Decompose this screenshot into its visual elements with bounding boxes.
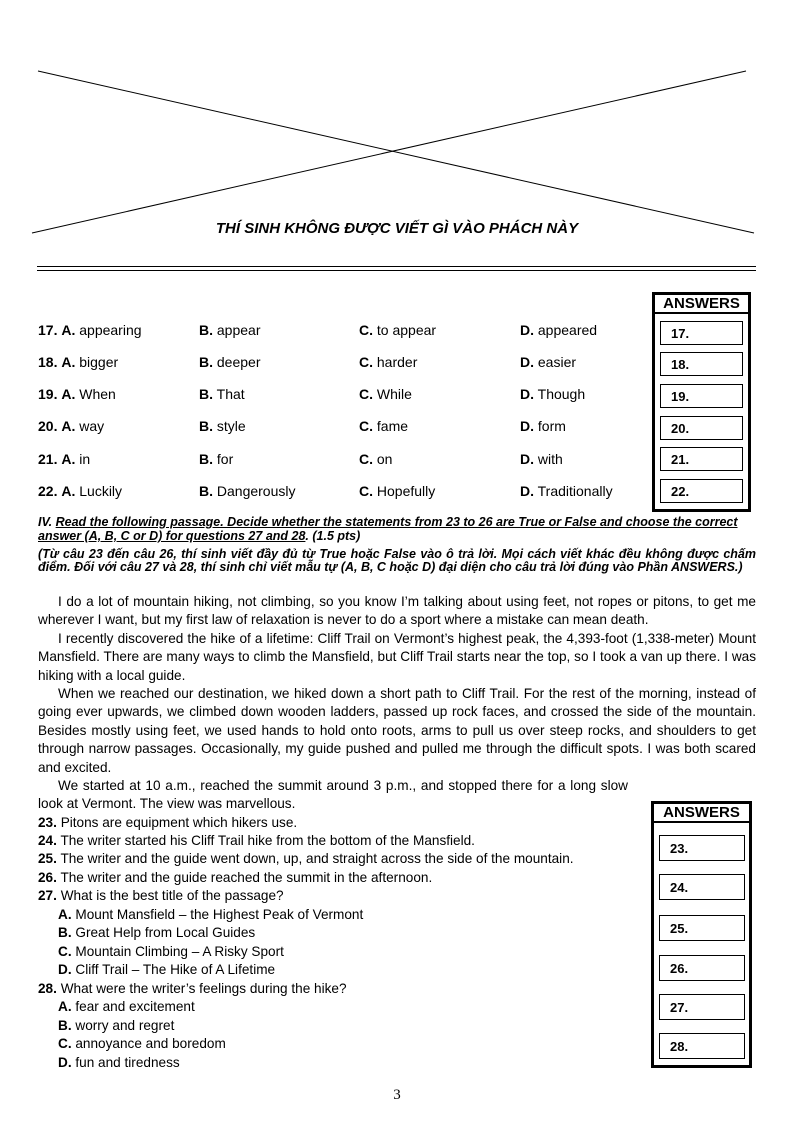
question-27: 27. What is the best title of the passage? xyxy=(38,888,284,903)
answer-field-24[interactable]: 24. xyxy=(659,874,745,900)
header-divider-top xyxy=(37,266,756,267)
statement-26: 26. The writer and the guide reached the summit in the afternoon. xyxy=(38,870,433,885)
reading-passage xyxy=(38,593,756,814)
answer-field-19[interactable]: 19. xyxy=(660,384,743,408)
header-divider-bottom xyxy=(37,270,756,271)
question-20: 20. A. way B. style C. fame D. form xyxy=(38,418,566,434)
statement-24: 24. The writer started his Cliff Trail hike from the bottom of the Mansfield. xyxy=(38,833,475,848)
answer-field-28[interactable]: 28. xyxy=(659,1033,745,1059)
answer-field-20[interactable]: 20. xyxy=(660,416,743,440)
q27-option-d: D. Cliff Trail – The Hike of A Lifetime xyxy=(58,962,276,977)
passage-paragraph-1: I do a lot of mountain hiking, not climbing, so you know I’m talking about using feet, not ropes or pitons, to get me wherever I want, but my first law of relaxation is never to do a sport where a mistake can mean death. xyxy=(38,594,756,628)
answer-field-25[interactable]: 25. xyxy=(659,915,745,941)
passage-paragraph-3: When we reached our destination, we hiked down a short path to Cliff Trail. For the rest of the morning, instead of going ever upwards, we climbed down wooden ladders, passed up rock faces, and crossed the side of the mountain. Besides mostly using feet, we used hands to hold onto roots, arms to pull us over steep rocks, and shoulders to get through narrow passages. Occasionally, my guide pushed and pulled me through the difficult spots. I was both scared and excited. xyxy=(38,686,756,775)
answer-field-26[interactable]: 26. xyxy=(659,955,745,981)
question-21: 21. A. in B. for C. on D. with xyxy=(38,451,563,467)
q28-option-d: D. fun and tiredness xyxy=(58,1055,180,1070)
answer-field-18[interactable]: 18. xyxy=(660,352,743,376)
do-not-write-cross xyxy=(0,0,794,240)
q28-option-c: C. annoyance and boredom xyxy=(58,1036,226,1051)
q28-option-a: A. fear and excitement xyxy=(58,999,195,1014)
statement-25: 25. The writer and the guide went down, up, and straight across the side of the mountain. xyxy=(38,851,574,866)
answer-field-21[interactable]: 21. xyxy=(660,447,743,471)
statement-23: 23. Pitons are equipment which hikers use. xyxy=(38,815,298,830)
answer-field-22[interactable]: 22. xyxy=(660,479,743,503)
answer-field-27[interactable]: 27. xyxy=(659,994,745,1020)
page-number: 3 xyxy=(393,1087,401,1103)
answer-field-17[interactable]: 17. xyxy=(660,321,743,345)
question-17: 17. A. appearing B. appear C. to appear D. appeared xyxy=(38,322,598,338)
passage-paragraph-4: We started at 10 a.m., reached the summit around 3 p.m., and stopped there for a long slow look at Vermont. The view was marvellous. xyxy=(38,778,628,812)
answers-title: ANSWERS xyxy=(655,295,748,314)
answer-field-23[interactable]: 23. xyxy=(659,835,745,861)
q27-option-c: C. Mountain Climbing – A Risky Sport xyxy=(58,944,284,959)
q27-option-b: B. Great Help from Local Guides xyxy=(58,925,256,940)
header-note: THÍ SINH KHÔNG ĐƯỢC VIẾT GÌ VÀO PHÁCH NÀY xyxy=(215,220,579,237)
question-18: 18. A. bigger B. deeper C. harder D. easier xyxy=(38,354,577,370)
passage-paragraph-2: I recently discovered the hike of a lifetime: Cliff Trail on Vermont’s highest peak, the 4,393-foot (1,338-meter) Mount Mansfield. There are many ways to climb the Mansfield, but Cliff Trail starts near the top, so I took a van up there. I was hiking with a local guide. xyxy=(38,630,756,683)
q27-option-a: A. Mount Mansfield – the Highest Peak of Vermont xyxy=(58,907,364,922)
answers-title: ANSWERS xyxy=(654,804,749,823)
question-19: 19. A. When B. That C. While D. Though xyxy=(38,386,586,402)
section-iv-instruction: IV. Read the following passage. Decide whether the statements from 23 to 26 are True or False and choose the correct answer (A, B, C or D) for questions 27 and 28. (1.5 pts) xyxy=(38,515,738,543)
section-iv-instruction-vi: (Từ câu 23 đến câu 26, thí sinh viết đầy đủ từ True hoặc False vào ô trả lời. Mọi cách viết khác đều không được chấm điểm. Đối với câu 27 và 28, thí sinh chỉ viết mẫu tự (A, B, C hoặc D) đại diện cho câu trả lời đúng vào Phần ANSWERS.) xyxy=(38,547,756,574)
question-28: 28. What were the writer’s feelings during the hike? xyxy=(38,981,347,996)
q28-option-b: B. worry and regret xyxy=(58,1018,175,1033)
question-22: 22. A. Luckily B. Dangerously C. Hopefully D. Traditionally xyxy=(38,483,613,499)
